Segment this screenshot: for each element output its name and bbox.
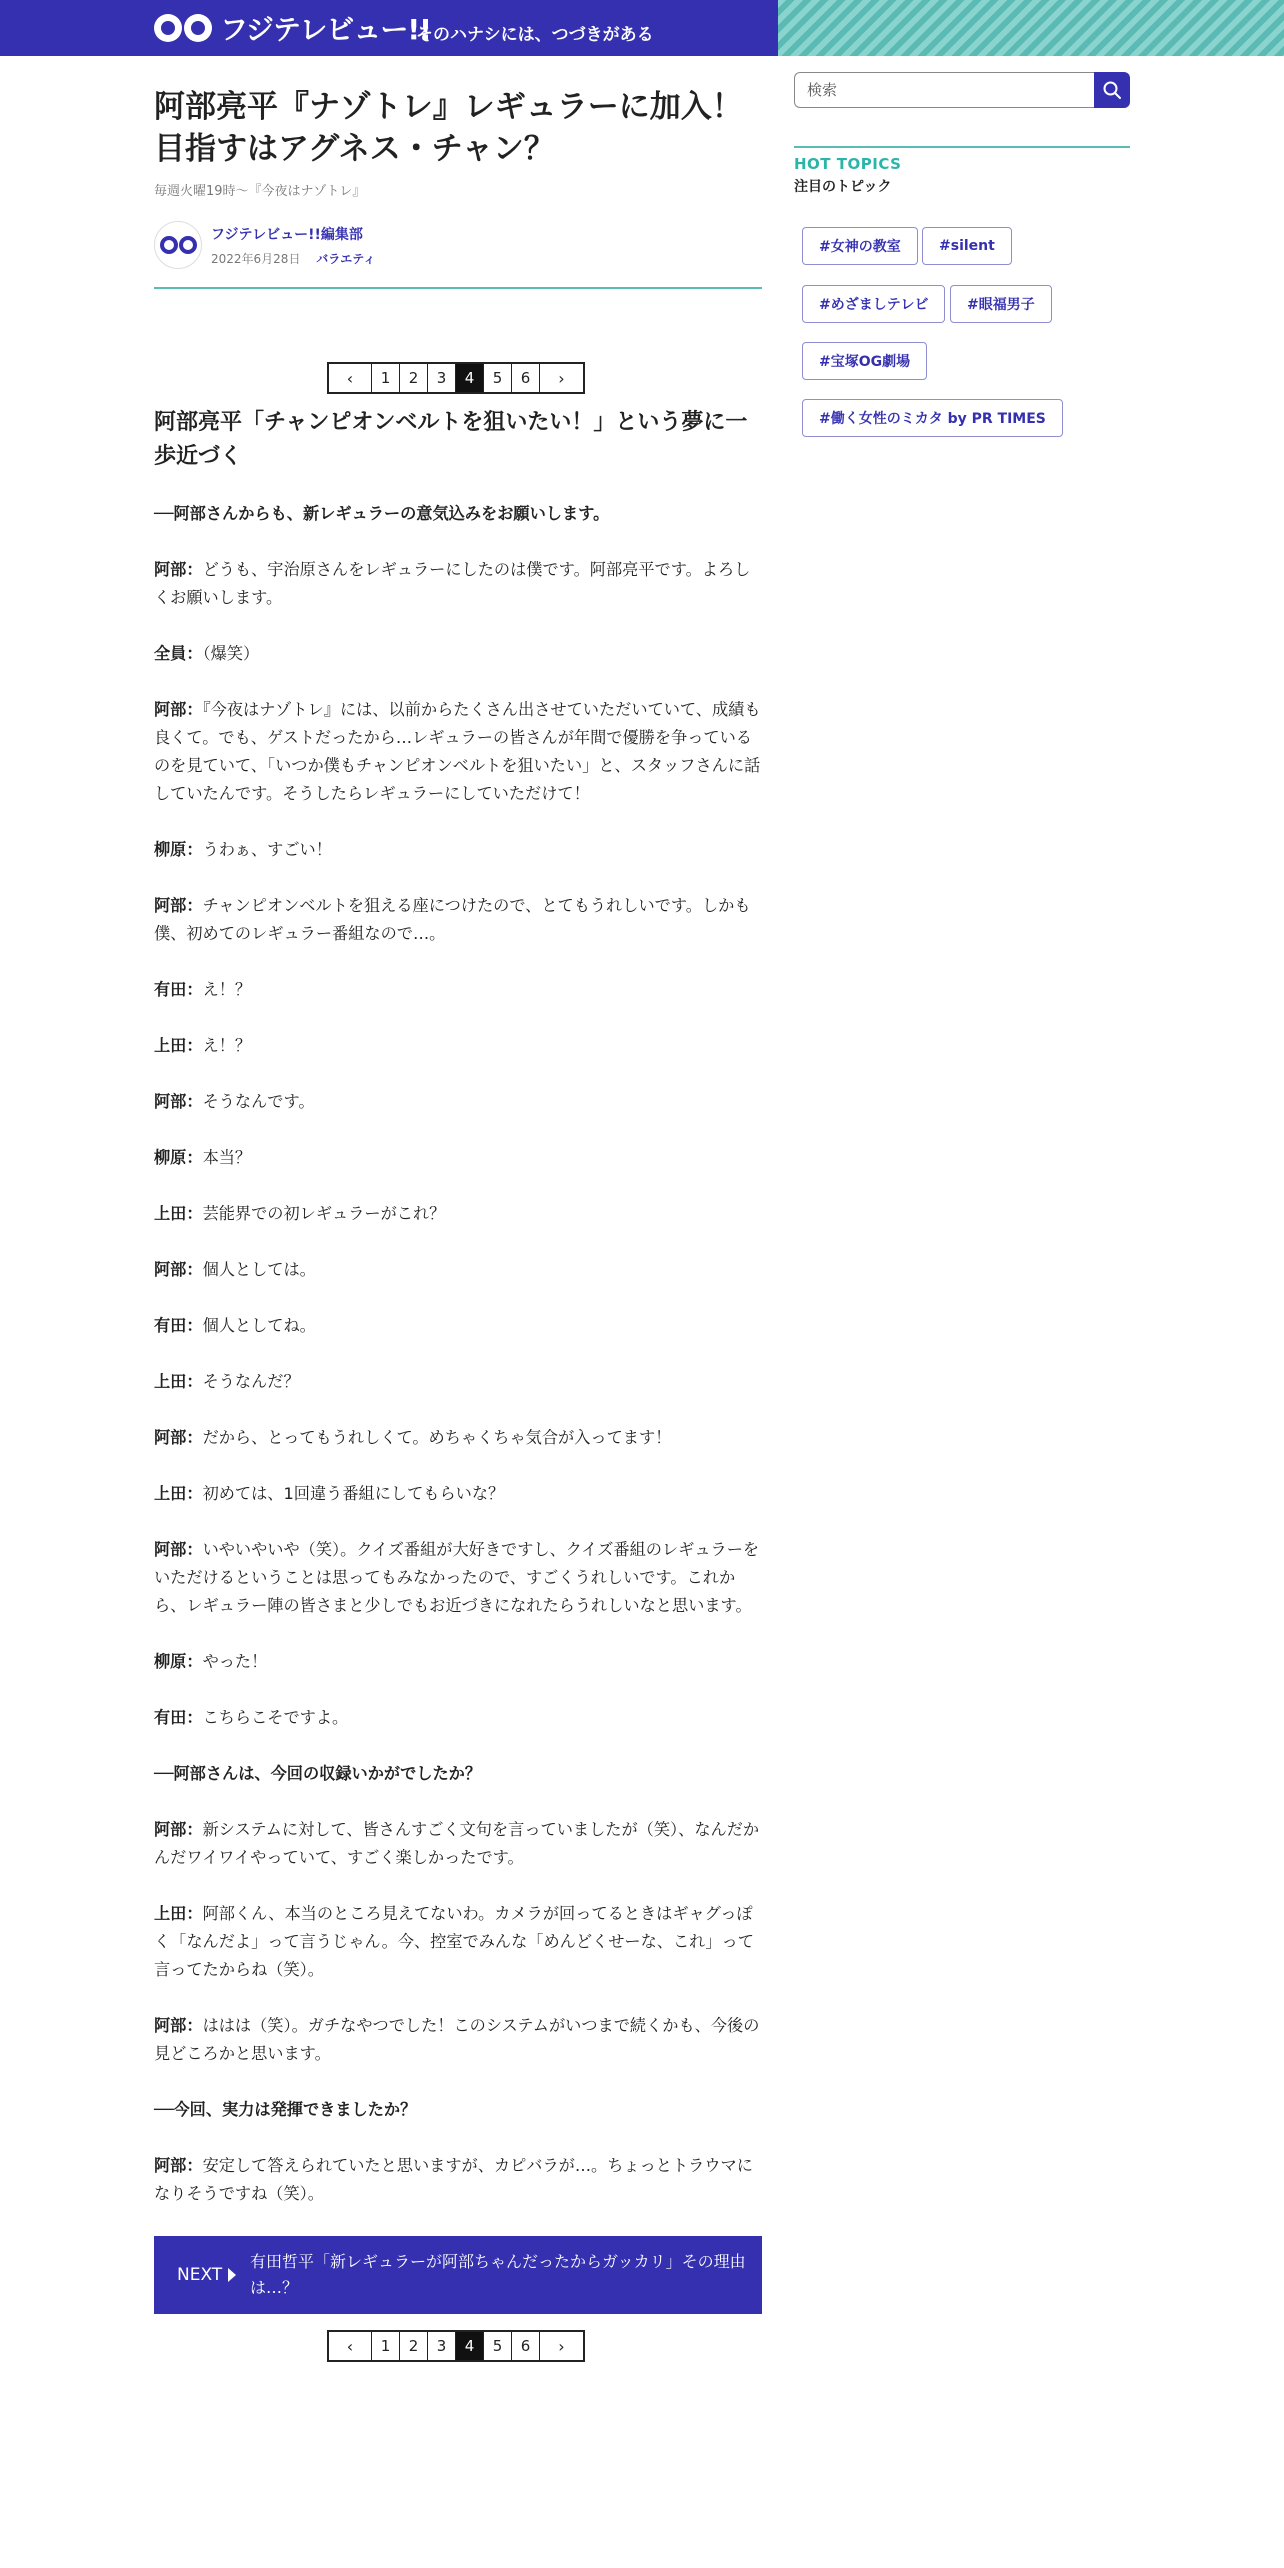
pagination-page-4[interactable]: 4	[456, 2332, 484, 2360]
topic-tag[interactable]: #silent	[922, 227, 1012, 265]
paragraph-text: 本当？	[202, 1148, 252, 1167]
hot-topics-title: HOT TOPICS	[794, 155, 902, 173]
speaker-name: 上田：	[154, 1204, 203, 1223]
topic-tag[interactable]: #女神の教室	[802, 227, 918, 265]
dialogue-line	[154, 640, 764, 668]
dialogue-line	[154, 1368, 764, 1396]
paragraph-text: どうも、宇治原さんをレギュラーにしたのは僕です。阿部亮平です。よろしくお願いします。	[154, 560, 751, 607]
pagination-page-2[interactable]: 2	[400, 364, 428, 392]
paragraph-text: ──今回、実力は発揮できましたか？	[154, 2100, 417, 2119]
paragraph-text: 阿部くん、本当のところ見えてないわ。カメラが回ってるときはギャグっぽく「なんだよ」って言うじゃん。今、控室でみんな「めんどくせーな、これ」って言ってたからね（笑）。	[154, 1904, 754, 1979]
paragraph-text: 新システムに対して、皆さんすごく文句を言っていましたが（笑）、なんだかんだワイワイやっていて、すごく楽しかったです。	[154, 1820, 760, 1867]
interview-question	[154, 2096, 764, 2124]
logo-text: フジテレビュー!!	[220, 13, 431, 46]
topic-tag[interactable]: #めざましテレビ	[802, 285, 945, 323]
pagination-page-3[interactable]: 3	[428, 2332, 456, 2360]
pagination-page-3[interactable]: 3	[428, 364, 456, 392]
section-heading: 阿部亮平「チャンピオンベルトを狙いたい！」という夢に一歩近づく	[154, 410, 748, 469]
next-page-title: 有田哲平「新レギュラーが阿部ちゃんだったからガッカリ」その理由は…？	[250, 2252, 746, 2297]
paragraph-text: 安定して答えられていたと思いますが、カピバラが…。ちょっとトラウマになりそうですね（笑）。	[154, 2156, 753, 2203]
speaker-name: 柳原：	[154, 1652, 203, 1671]
speaker-name: 阿部：	[154, 896, 203, 915]
paragraph-text: やった！	[202, 1652, 268, 1671]
dialogue-line	[154, 2012, 764, 2068]
dialogue-line	[154, 836, 764, 864]
dialogue-line	[154, 1900, 764, 1984]
speaker-name: 阿部：	[154, 700, 203, 719]
speaker-name: 阿部：	[154, 1820, 203, 1839]
header-stripe-pattern	[778, 0, 1284, 56]
speaker-name: 柳原：	[154, 840, 203, 859]
speaker-name: 上田：	[154, 1372, 203, 1391]
speaker-name: 阿部：	[154, 1260, 203, 1279]
pagination-next-button[interactable]: ›	[558, 368, 565, 388]
search-button[interactable]	[1094, 72, 1130, 108]
paragraph-text: ──阿部さんは、今回の収録いかがでしたか？	[154, 1764, 482, 1783]
speaker-name: 有田：	[154, 1316, 203, 1335]
speaker-name: 阿部：	[154, 1428, 203, 1447]
article-body	[154, 500, 764, 2236]
speaker-name: 上田：	[154, 1036, 203, 1055]
speaker-name: 全員：	[154, 644, 203, 663]
paragraph-text: こちらこそですよ。	[202, 1708, 349, 1727]
article-subtitle: 毎週火曜19時～『今夜はナゾトレ』	[154, 184, 366, 199]
paragraph-text: （爆笑）	[202, 644, 260, 663]
article-title: 阿部亮平『ナゾトレ』レギュラーに加入！目指すはアグネス・チャン？	[154, 89, 743, 167]
dialogue-line	[154, 976, 764, 1004]
paragraph-text: え！？	[202, 1036, 252, 1055]
speaker-name: 阿部：	[154, 1540, 203, 1559]
pagination-page-6[interactable]: 6	[512, 364, 540, 392]
title-divider	[154, 287, 762, 289]
speaker-name: 有田：	[154, 1708, 203, 1727]
paragraph-text: チャンピオンベルトを狙える座につけたので、とてもうれしいです。しかも僕、初めてのレギュラー番組なので…。	[154, 896, 751, 943]
pagination-page-1[interactable]: 1	[372, 364, 400, 392]
pagination-page-2[interactable]: 2	[400, 2332, 428, 2360]
author-name[interactable]: フジテレビュー!!編集部	[211, 226, 363, 243]
pagination-bottom	[327, 2330, 585, 2362]
pagination-page-6[interactable]: 6	[512, 2332, 540, 2360]
dialogue-line	[154, 1312, 764, 1340]
paragraph-text: 個人としてね。	[202, 1316, 316, 1335]
dialogue-line	[154, 1200, 764, 1228]
dialogue-line	[154, 892, 764, 948]
paragraph-text: ──阿部さんからも、新レギュラーの意気込みをお願いします。	[154, 504, 610, 523]
author-block	[154, 221, 762, 269]
speaker-name: 上田：	[154, 1484, 203, 1503]
paragraph-text: ははは（笑）。ガチなやつでした！このシステムがいつまで続くかも、今後の見どころかと思います。	[154, 2016, 760, 2063]
paragraph-text: うわぁ、すごい！	[202, 840, 332, 859]
author-avatar[interactable]	[154, 221, 202, 269]
next-page-link[interactable]	[154, 2236, 762, 2314]
hot-topics-subtitle: 注目のトピック	[794, 179, 892, 195]
speaker-name: 有田：	[154, 980, 203, 999]
dialogue-line	[154, 1816, 764, 1872]
interview-question	[154, 1760, 764, 1788]
search-input[interactable]	[794, 72, 1094, 108]
dialogue-line	[154, 2152, 764, 2208]
search-box	[794, 72, 1130, 108]
speaker-name: 柳原：	[154, 1148, 203, 1167]
paragraph-text: そうなんです。	[202, 1092, 315, 1111]
dialogue-line	[154, 1144, 764, 1172]
pagination-page-5[interactable]: 5	[484, 2332, 512, 2360]
interview-question	[154, 500, 764, 528]
dialogue-line	[154, 1480, 764, 1508]
article-category[interactable]: バラエティ	[316, 251, 376, 266]
paragraph-text: 個人としては。	[202, 1260, 316, 1279]
search-icon	[1102, 80, 1122, 100]
dialogue-line	[154, 556, 764, 612]
dialogue-line	[154, 1648, 764, 1676]
pagination-page-1[interactable]: 1	[372, 2332, 400, 2360]
site-header	[0, 0, 1284, 56]
speaker-name: 阿部：	[154, 2016, 203, 2035]
dialogue-line	[154, 1704, 764, 1732]
paragraph-text: いやいやいや（笑）。クイズ番組が大好きですし、クイズ番組のレギュラーをいただけるということは思ってもみなかったので、すごくうれしいです。これから、レギュラー陣の皆さまと少しでもお近づきになれたらうれしいなと思います。	[154, 1540, 760, 1615]
dialogue-line	[154, 696, 764, 808]
speaker-name: 阿部：	[154, 1092, 203, 1111]
paragraph-text: 『今夜はナゾトレ』には、以前からたくさん出させていただいていて、成績も良くて。でも、ゲストだったから…レギュラーの皆さんが年間で優勝を争っているのを見ていて、「いつか僕もチャンピオンベルトを狙いたい」と、スタッフさんに話していたんです。そうしたらレギュラーにしていただけて！	[154, 700, 761, 803]
topic-tag[interactable]: #宝塚OG劇場	[802, 342, 927, 380]
paragraph-text: そうなんだ？	[202, 1372, 300, 1391]
speaker-name: 上田：	[154, 1904, 203, 1923]
logo-eyes-icon	[154, 14, 212, 42]
paragraph-text: 初めては、1回違う番組にしてもらいな？	[202, 1484, 505, 1503]
pagination-top	[327, 362, 585, 394]
pagination-page-5[interactable]: 5	[484, 364, 512, 392]
speaker-name: 阿部：	[154, 2156, 203, 2175]
site-tagline: そのハナシには、つづきがある	[416, 25, 654, 45]
article-date: 2022年6月28日	[211, 251, 301, 266]
topic-tag[interactable]: #眼福男子	[950, 285, 1052, 323]
paragraph-text: え！？	[202, 980, 252, 999]
pagination-prev-button[interactable]: ‹	[329, 2332, 372, 2360]
speaker-name: 阿部：	[154, 560, 203, 579]
dialogue-line	[154, 1424, 764, 1452]
pagination-prev-button[interactable]: ‹	[329, 364, 372, 392]
hot-topics-divider	[794, 146, 1130, 148]
dialogue-line	[154, 1536, 764, 1620]
paragraph-text: だから、とってもうれしくて。めちゃくちゃ気合が入ってます！	[202, 1428, 672, 1447]
play-arrow-icon	[228, 2268, 236, 2282]
article-header	[154, 86, 762, 289]
next-label: NEXT	[177, 2265, 223, 2285]
paragraph-text: 芸能界での初レギュラーがこれ？	[202, 1204, 446, 1223]
topic-tag[interactable]: #働く女性のミカタ by PR TIMES	[802, 399, 1063, 437]
dialogue-line	[154, 1032, 764, 1060]
site-logo[interactable]	[154, 7, 431, 49]
pagination-page-4[interactable]: 4	[456, 364, 484, 392]
pagination-next-button[interactable]: ›	[558, 2336, 565, 2356]
dialogue-line	[154, 1256, 764, 1284]
dialogue-line	[154, 1088, 764, 1116]
